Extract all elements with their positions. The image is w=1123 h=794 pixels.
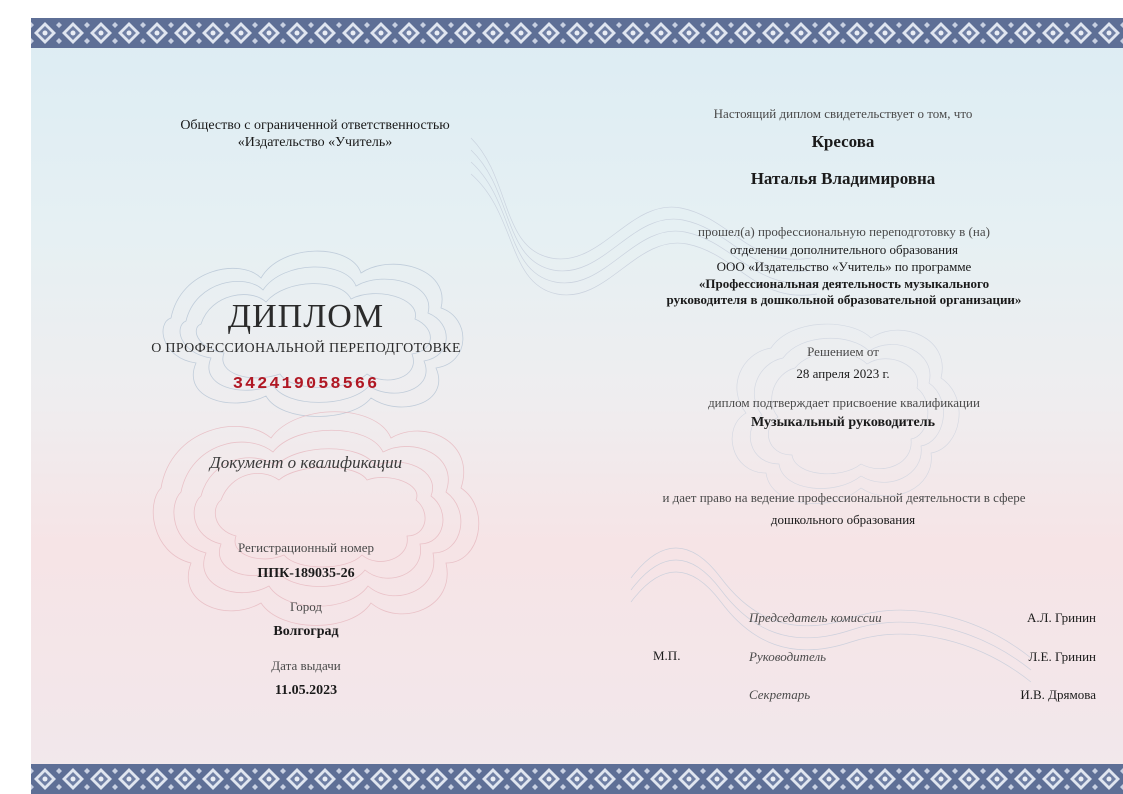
secretary-name: И.В. Дрямова bbox=[1020, 687, 1096, 702]
issue-date-label: Дата выдачи bbox=[271, 658, 341, 673]
chair-role: Председатель комиссии bbox=[749, 610, 882, 625]
serial-number: 342419058566 bbox=[232, 375, 380, 394]
city-label: Город bbox=[289, 599, 323, 614]
qualification-intro: диплом подтверждает присвоение квалификации bbox=[708, 395, 980, 410]
chair-name: А.Л. Гринин bbox=[1027, 610, 1096, 625]
diploma-sheet bbox=[31, 18, 1123, 794]
diploma-subtitle: О ПРОФЕССИОНАЛЬНОЙ ПЕРЕПОДГОТОВКЕ bbox=[151, 341, 461, 356]
decision-label: Решением от bbox=[807, 344, 879, 359]
qualification-value: Музыкальный руководитель bbox=[750, 415, 936, 430]
recipient-surname: Кресова bbox=[811, 132, 875, 151]
recipient-given-names: Наталья Владимировна bbox=[750, 169, 936, 188]
reg-number-label: Регистрационный номер bbox=[238, 540, 374, 555]
program-line1: «Профессиональная деятельность музыкального bbox=[698, 276, 990, 291]
issuer-org-line2: «Издательство «Учитель» bbox=[237, 135, 393, 150]
reg-number-value: ППК-189035-26 bbox=[257, 566, 355, 581]
secretary-role: Секретарь bbox=[749, 687, 811, 702]
department-line: отделении дополнительного образования bbox=[729, 242, 959, 257]
issuer-org-line1: Общество с ограниченной ответственностью bbox=[180, 118, 450, 133]
rights-line: и дает право на ведение профессиональной деятельности в сфере bbox=[662, 490, 1026, 505]
organization-line: ООО «Издательство «Учитель» по программе bbox=[716, 259, 972, 274]
passed-line: прошел(а) профессиональную переподготовку в (на) bbox=[698, 224, 990, 239]
intro-line: Настоящий диплом свидетельствует о том, что bbox=[713, 106, 973, 121]
head-role: Руководитель bbox=[749, 649, 827, 664]
program-line2: руководителя в дошкольной образовательной организации» bbox=[666, 292, 1022, 307]
document-type: Документ о квалификации bbox=[209, 453, 403, 472]
city-value: Волгоград bbox=[273, 624, 339, 639]
issue-date-value: 11.05.2023 bbox=[274, 683, 338, 698]
diploma-title: ДИПЛОМ bbox=[227, 298, 385, 335]
bottom-ornament-border bbox=[31, 764, 1123, 794]
decision-date: 28 апреля 2023 г. bbox=[796, 366, 890, 381]
sphere-value: дошкольного образования bbox=[770, 512, 916, 527]
top-ornament-border bbox=[31, 18, 1123, 48]
stamp-place: М.П. bbox=[653, 648, 681, 663]
head-name: Л.Е. Гринин bbox=[1028, 649, 1096, 664]
